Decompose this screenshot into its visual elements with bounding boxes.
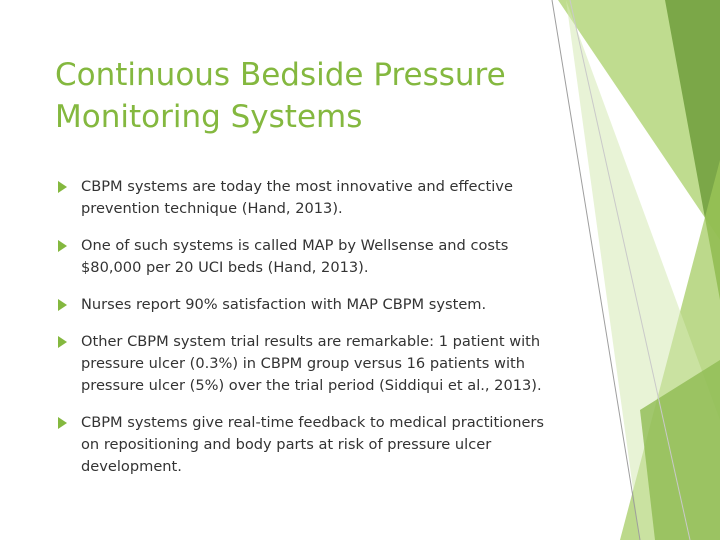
bullet-text: One of such systems is called MAP by Wellsense and costs $80,000 per 20 UCI beds (Hand, 2013). xyxy=(81,237,509,276)
bullet-list xyxy=(56,176,561,493)
triangle-right-icon xyxy=(58,299,67,311)
bullet-item xyxy=(56,235,561,279)
bullet-item xyxy=(56,331,561,397)
bullet-item xyxy=(56,412,561,478)
triangle-right-icon xyxy=(58,240,67,252)
slide-title: Continuous Bedside Pressure Monitoring Systems xyxy=(55,57,506,135)
triangle-right-icon xyxy=(58,417,67,429)
bullet-text: CBPM systems are today the most innovative and effective prevention technique (Hand, 2013). xyxy=(81,178,513,217)
bullet-item xyxy=(56,176,561,220)
bullet-text: Nurses report 90% satisfaction with MAP CBPM system. xyxy=(81,296,487,313)
triangle-right-icon xyxy=(58,181,67,193)
bullet-item xyxy=(56,294,561,316)
triangle-right-icon xyxy=(58,336,67,348)
bullet-text: CBPM systems give real-time feedback to medical practitioners on repositioning and body parts at risk of pressure ulcer development. xyxy=(81,414,545,475)
bullet-text: Other CBPM system trial results are remarkable: 1 patient with pressure ulcer (0.3%) in CBPM group versus 16 patients with pressure ulcer (5%) over the trial period (Siddiqui et al., 2013). xyxy=(81,333,542,394)
